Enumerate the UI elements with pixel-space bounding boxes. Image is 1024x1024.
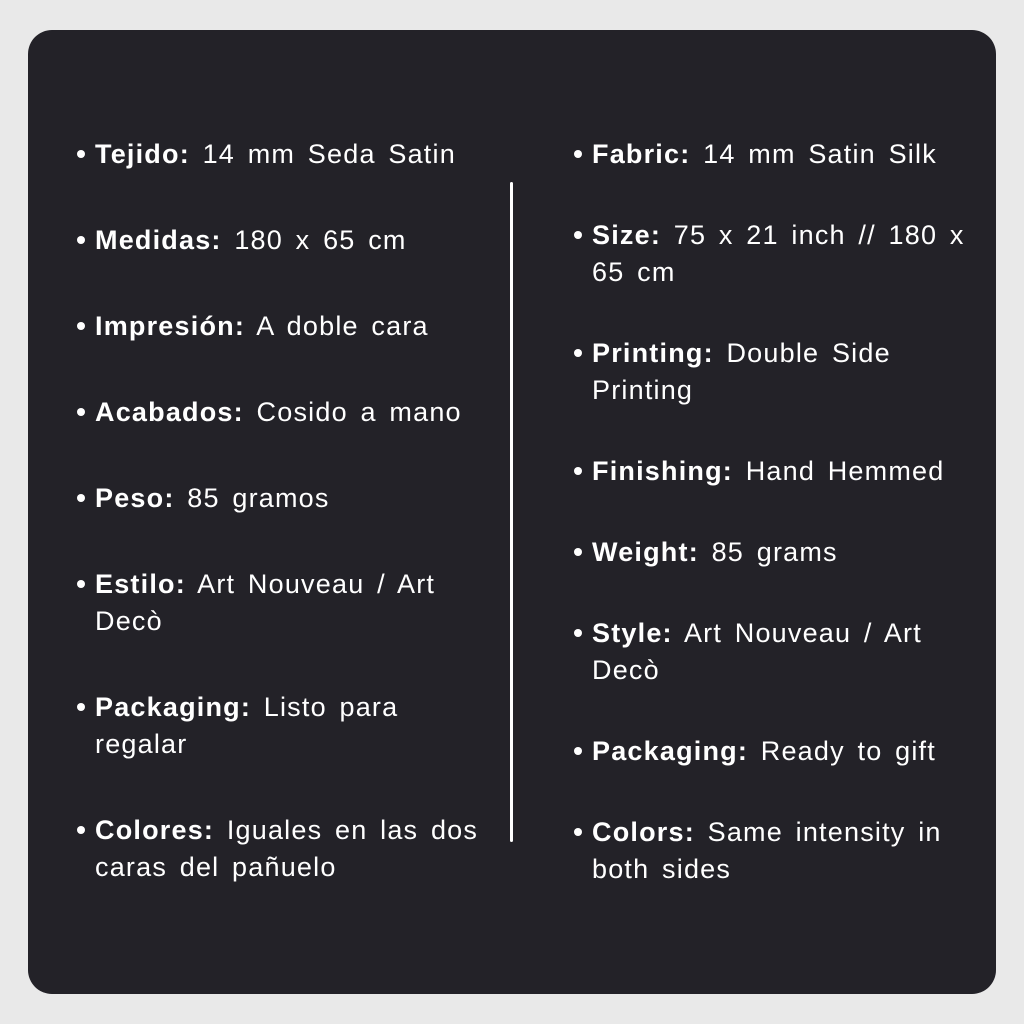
- spec-value: 75 x 21 inch // 180 x 65 cm: [592, 220, 965, 287]
- spec-label: Tejido:: [95, 139, 190, 169]
- spec-label: Impresión:: [95, 311, 246, 341]
- spec-value: Art Nouveau / Art Decò: [592, 618, 922, 685]
- spec-label: Estilo:: [95, 569, 186, 599]
- spec-value: A doble cara: [256, 311, 429, 341]
- spec-item: [592, 733, 987, 770]
- spec-item: [95, 689, 490, 763]
- spec-label: Peso:: [95, 483, 175, 513]
- spec-label: Medidas:: [95, 225, 222, 255]
- spec-label: Acabados:: [95, 397, 244, 427]
- spec-value: Hand Hemmed: [745, 456, 945, 486]
- spec-item: [592, 534, 987, 571]
- spec-item: [95, 222, 490, 259]
- spec-label: Packaging:: [592, 736, 749, 766]
- spec-label: Packaging:: [95, 692, 252, 722]
- spec-item: [592, 615, 987, 689]
- spec-item: [592, 453, 987, 490]
- spec-value: Ready to gift: [760, 736, 936, 766]
- spec-value: 14 mm Seda Satin: [202, 139, 456, 169]
- spec-item: [95, 308, 490, 345]
- spec-item: [95, 812, 490, 886]
- spec-item: [95, 566, 490, 640]
- spec-item: [95, 394, 490, 431]
- spec-label: Fabric:: [592, 139, 691, 169]
- spec-label: Weight:: [592, 537, 699, 567]
- spec-label: Finishing:: [592, 456, 733, 486]
- spec-value: Iguales en las dos caras del pañuelo: [95, 815, 479, 882]
- spec-value: 180 x 65 cm: [234, 225, 407, 255]
- spec-item: [592, 814, 987, 888]
- spec-value: Double Side Printing: [592, 338, 891, 405]
- spec-column-english: [592, 136, 987, 932]
- spec-label: Colores:: [95, 815, 215, 845]
- spec-label: Style:: [592, 618, 673, 648]
- spec-value: 85 gramos: [187, 483, 330, 513]
- spec-item: [592, 217, 987, 291]
- spec-label: Printing:: [592, 338, 714, 368]
- spec-label: Colors:: [592, 817, 695, 847]
- spec-item: [592, 335, 987, 409]
- spec-item: [95, 480, 490, 517]
- spec-value: Cosido a mano: [256, 397, 462, 427]
- spec-column-spanish: [95, 136, 490, 935]
- spec-label: Size:: [592, 220, 662, 250]
- spec-value: 85 grams: [711, 537, 838, 567]
- spec-item: [95, 136, 490, 173]
- column-divider: [510, 182, 513, 842]
- spec-value: Same intensity in both sides: [592, 817, 942, 884]
- spec-item: [592, 136, 987, 173]
- spec-value: Listo para regalar: [95, 692, 399, 759]
- spec-value: 14 mm Satin Silk: [703, 139, 937, 169]
- product-spec-card: [28, 30, 996, 994]
- spec-value: Art Nouveau / Art Decò: [95, 569, 436, 636]
